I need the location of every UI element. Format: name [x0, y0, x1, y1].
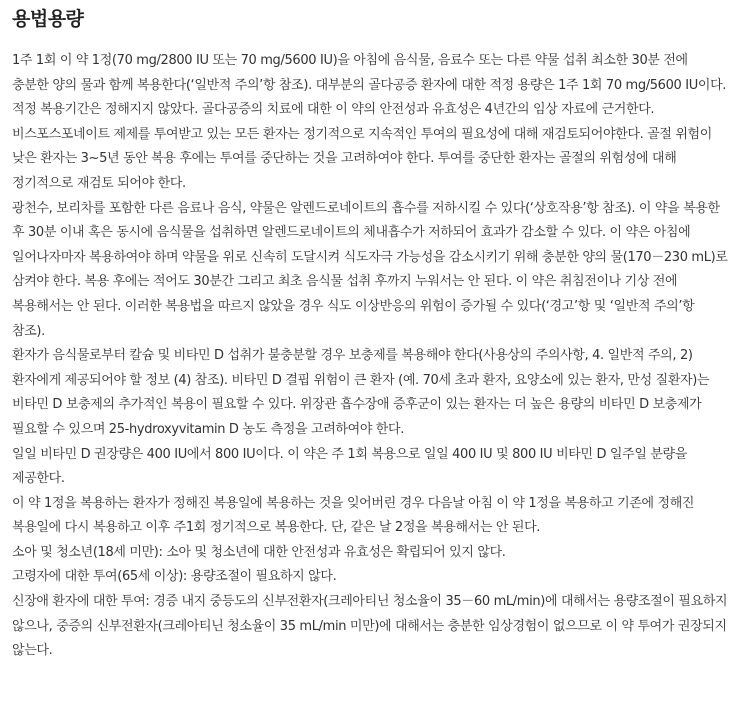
paragraph-administration-instructions: 광천수, 보리차를 포함한 다른 음료나 음식, 약물은 알렌드로네이트의 흡수를 저하시킬 수 있다(‘상호작용’항 참조). 이 약을 복용한 후 30분 이내 혹은 동시에 음식물을 섭취하면 알렌드로네이트의 체내흡수가 저하되어 효과가 감소할 수 있다. 이 약은 아침에 일어나자마자 복용하여야 하며 약물을 위로 신속히 도달시켜 식도자극 가능성을 감소시키기 위해 충분한 양의 물(170－230 mL)로 삼켜야 한다. 복용 후에는 적어도 30분간 그리고 최초 음식물 섭취 후까지 누워서는 안 된다. 이 약은 취침전이나 기상 전에 복용해서는 안 된다. 이러한 복용법을 따르지 않았을 경우 식도 이상반응의 위험이 증가될 수 있다(‘경고’항 및 ‘일반적 주의’항 참조). — [12, 200, 728, 339]
paragraph-pediatric: 소아 및 청소년(18세 미만): 소아 및 청소년에 대한 안전성과 유효성은 확립되어 있지 않다. — [12, 544, 506, 560]
paragraph-dosage-regimen: 1주 1회 이 약 1정(70 mg/2800 IU 또는 70 mg/5600 IU)을 아침에 음식물, 음료수 또는 다른 약물 섭취 최소한 30분 전에 충분한 양의 물과 함께 복용한다(‘일반적 주의’항 참조). 대부분의 골다공증 환자에 대한 적정 용량은 1주 1회 70 mg/5600 IU이다. — [12, 53, 727, 93]
paragraph-renal-impairment: 신장애 환자에 대한 투여: 경증 내지 중등도의 신부전환자(크레아티닌 청소율이 35－60 mL/min)에 대해서는 용량조절이 필요하지 않으나, 중증의 신부전환자(크레아티닌 청소율이 35 mL/min 미만)에 대해서는 충분한 임상경험이 없으므로 이 약 투여가 권장되지 않는다. — [12, 594, 728, 659]
paragraph-treatment-duration: 적정 복용기간은 정해지지 않았다. 골다공증의 치료에 대한 이 약의 안전성과 유효성은 4년간의 임상 자료에 근거한다. 비스포스포네이트 제제를 투여받고 있는 모든 환자는 정기적으로 지속적인 투여의 필요성에 대해 재검토되어야한다. 골절 위험이 낮은 환자는 3~5년 동안 복용 후에는 투여를 중단하는 것을 고려하여야 한다. 투여를 중단한 환자는 골절의 위험성에 대해 정기적으로 재검토 되어야 한다. — [12, 102, 712, 191]
paragraph-calcium-vitamin-d: 환자가 음식물로부터 칼슘 및 비타민 D 섭취가 불충분할 경우 보충제를 복용해야 한다(사용상의 주의사항, 4. 일반적 주의, 2) 환자에게 제공되어야 할 정보 (4) 참조). 비타민 D 결핍 위험이 큰 환자 (예. 70세 초과 환자, 요양소에 있는 환자, 만성 질환자)는 비타민 D 보충제의 추가적인 복용이 필요할 수 있다. 위장관 흡수장애 증후군이 있는 환자는 더 높은 용량의 비타민 D 보충제가 필요할 수 있으며 25-hydroxyvitamin D 농도 측정을 고려하여야 한다. — [12, 348, 710, 437]
section-title: 용법용량 — [12, 8, 84, 30]
paragraph-vitamin-d-daily: 일일 비타민 D 권장량은 400 IU에서 800 IU이다. 이 약은 주 1회 복용으로 일일 400 IU 및 800 IU 비타민 D 일주일 분량을 제공한다. — [12, 446, 687, 487]
paragraph-elderly: 고령자에 대한 투여(65세 이상): 용량조절이 필요하지 않다. — [12, 569, 337, 585]
paragraph-missed-dose: 이 약 1정을 복용하는 환자가 정해진 복용일에 복용하는 것을 잊어버린 경우 다음날 아침 이 약 1정을 복용하고 기존에 정해진 복용일에 다시 복용하고 이후 주1회 정기적으로 복용한다. 단, 같은 날 2정을 복용해서는 안 된다. — [12, 495, 695, 536]
